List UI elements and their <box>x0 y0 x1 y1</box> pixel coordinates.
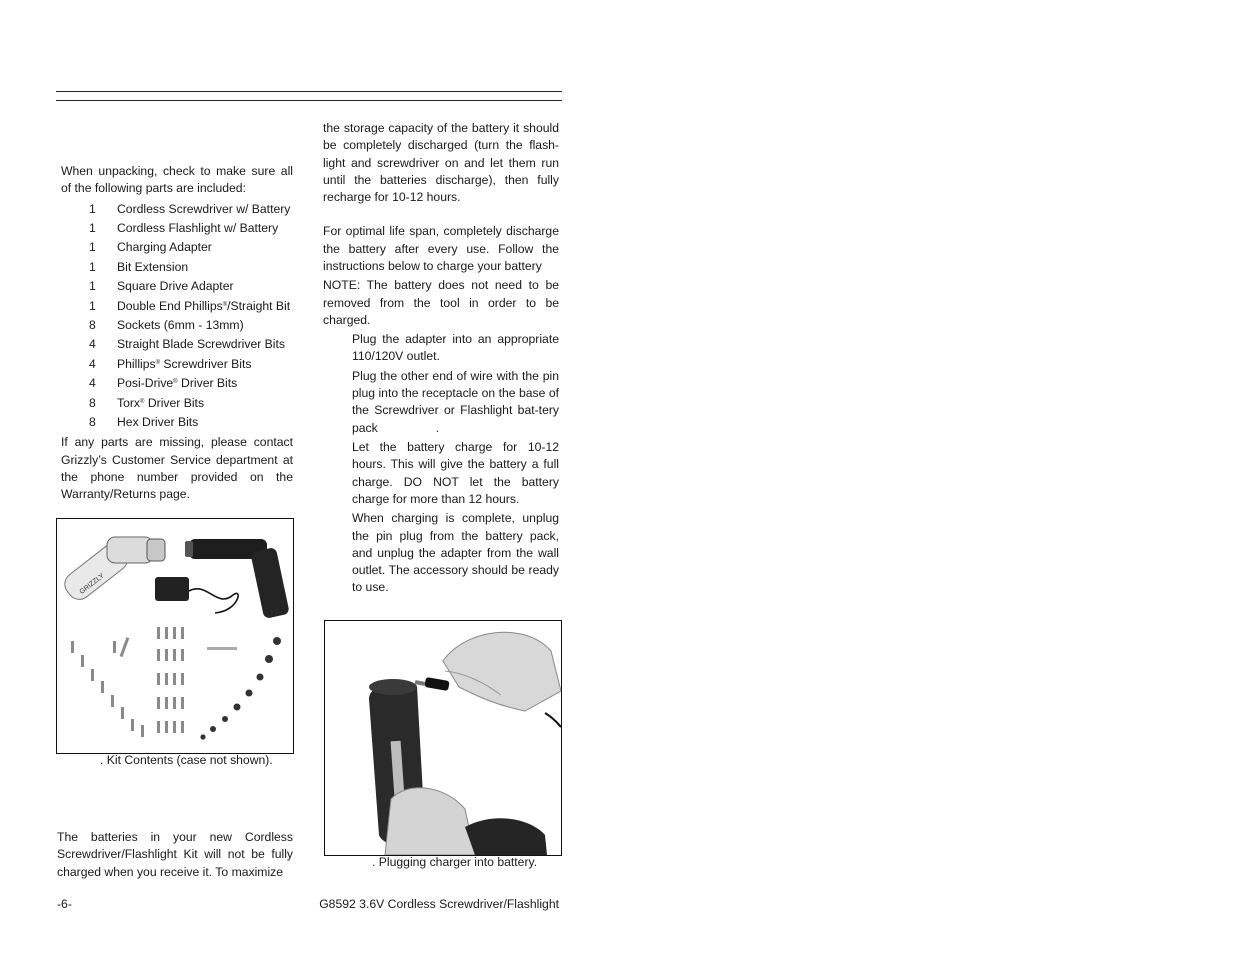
list-item: 1 Double End Phillips®/Straight Bit <box>89 298 291 313</box>
parts-list <box>61 200 293 433</box>
registered-mark: ® <box>173 379 178 386</box>
header-rule-bottom <box>56 100 562 101</box>
list-item: 8 Torx® Driver Bits <box>89 395 205 410</box>
list-item: Plug the adapter into an appropriate 110/120V outlet. <box>352 332 559 364</box>
screwdriver-icon <box>60 537 165 604</box>
sockets-icon <box>200 637 281 740</box>
unpacking-intro: When unpacking, check to make sure all of the following parts are included: <box>61 164 293 196</box>
list-item: 1 Cordless Flashlight w/ Battery <box>89 220 279 235</box>
list-item: When charging is complete, unplug the pin plug from the battery pack, and unplug the adapter from the wall outlet. The accessory should be ready to use. <box>352 511 559 595</box>
figure1-caption: . Kit Contents (case not shown). <box>100 753 273 767</box>
charging-steps <box>323 331 559 596</box>
battery-intro: The batteries in your new Cordless Screwdriver/Flashlight Kit will not be fully charged when you receive it. To maximize <box>57 830 293 879</box>
missing-parts-note: If any parts are missing, please contact Grizzly’s Customer Service department at the phone number provided on the Warranty/Returns page. <box>61 435 293 502</box>
hand-top-icon <box>443 632 561 711</box>
figure2-caption: . Plugging charger into battery. <box>372 855 538 869</box>
registered-mark: ® <box>155 359 161 366</box>
list-item: 1 Cordless Screwdriver w/ Battery <box>89 201 291 216</box>
figure-kit-contents <box>56 518 294 754</box>
discharge-paragraph: the storage capacity of the battery it should be completely discharged (turn the flash-light and screwdriver on and let them run until the batteries discharge), then fully recharge for 10-12 hours. <box>323 121 559 205</box>
product-title: G8592 3.6V Cordless Screwdriver/Flashlight <box>319 897 559 911</box>
right-column <box>323 120 559 599</box>
bits-icon <box>71 627 237 737</box>
list-item: 1 Bit Extension <box>89 259 189 274</box>
left-column <box>61 163 293 503</box>
list-item: Let the battery charge for 10-12 hours. This will give the battery a full charge. DO NOT let the battery charge for more than 12 hours. <box>352 440 559 506</box>
svg-text:GRIZZLY: GRIZZLY <box>78 572 106 596</box>
hand-bottom-icon <box>385 788 547 855</box>
list-item: 4 Posi-Drive® Driver Bits <box>89 376 238 391</box>
page-number: -6- <box>57 897 72 911</box>
registered-mark: ® <box>222 301 228 308</box>
header-rule-top <box>56 91 562 92</box>
charging-adapter-icon <box>155 577 238 613</box>
list-item: 8 Hex Driver Bits <box>89 414 199 429</box>
list-item: 8 Sockets (6mm - 13mm) <box>89 317 244 332</box>
list-item: 1 Square Drive Adapter <box>89 279 234 294</box>
kit-contents-image <box>57 519 293 753</box>
registered-mark: ® <box>140 398 145 405</box>
battery-intro-block <box>57 829 293 881</box>
lifespan-paragraph: For optimal life span, completely discharge the battery after every use. Follow the instructions below to charge your battery <box>323 224 559 274</box>
list-item: 1 Charging Adapter <box>89 240 212 255</box>
list-item: 4 Straight Blade Screwdriver Bits <box>89 337 285 352</box>
list-item: Plug the other end of wire with the pin plug into the receptacle on the base of the Screwdriver or Flashlight bat-tery pack . <box>352 369 559 435</box>
note-paragraph: NOTE: The battery does not need to be removed from the tool in order to be charged. <box>323 278 559 327</box>
figure-plugging-charger <box>324 620 562 856</box>
flashlight-icon <box>185 539 290 619</box>
list-item: 4 Phillips® Screwdriver Bits <box>89 356 252 371</box>
charging-photo-image <box>325 621 561 855</box>
